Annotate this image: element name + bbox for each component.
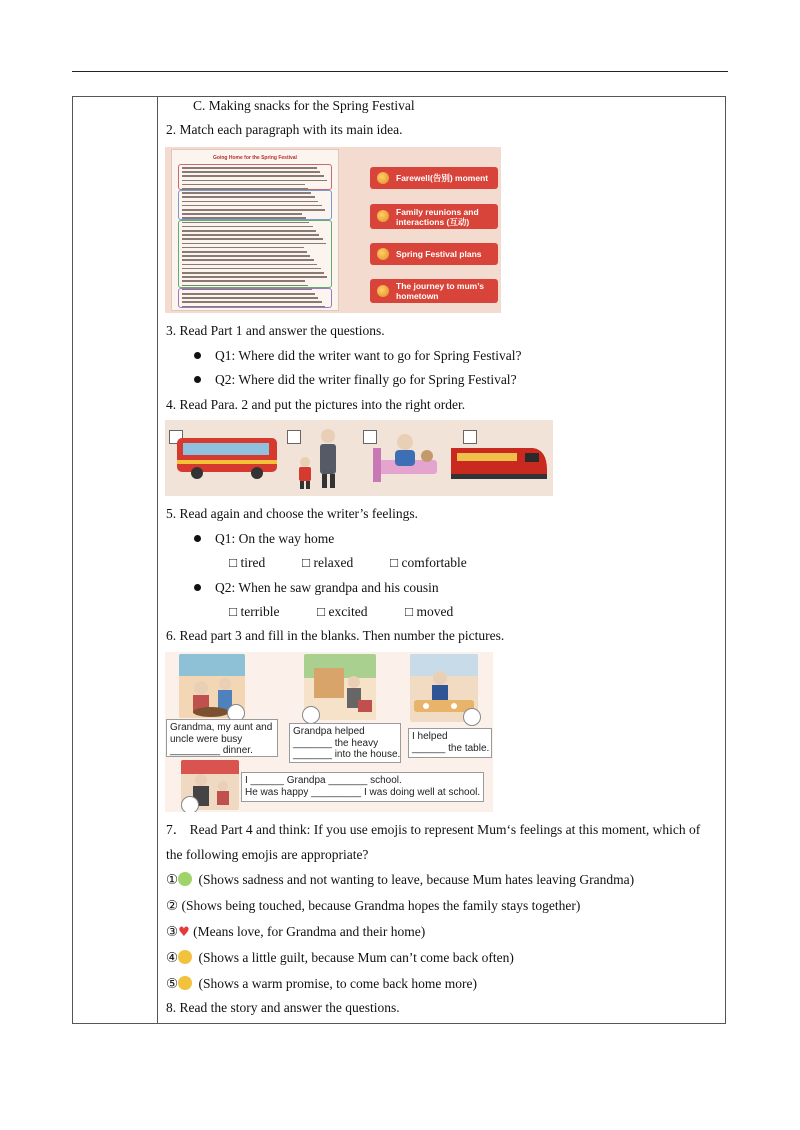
- article-text-line: [182, 167, 317, 169]
- bullet-icon: [194, 352, 201, 359]
- question-2: 2. Match each paragraph with its main idea.: [166, 122, 403, 137]
- table-column-divider: [157, 96, 158, 1024]
- article-text-line: [182, 188, 308, 190]
- caption-luggage: Grandpa helped _______ the heavy _______ into the house.: [289, 723, 401, 763]
- article-text-line: [182, 213, 302, 215]
- question-5: 5. Read again and choose the writer’s feelings.: [166, 506, 419, 521]
- article-text-line: [182, 196, 315, 198]
- option-tired[interactable]: □ tired: [229, 555, 266, 570]
- smiling-face-icon: [178, 976, 192, 990]
- question-7-line-1: 7． Read Part 4 and think: If you use emojis to represent Mum‘s feelings at this moment, which of: [166, 822, 701, 837]
- question-3: 3. Read Part 1 and answer the questions.: [166, 323, 385, 338]
- option-comfortable[interactable]: □ comfortable: [390, 555, 467, 570]
- article-text-line: [182, 234, 319, 236]
- article-text-line: [182, 184, 305, 186]
- bus-picture: [175, 434, 281, 480]
- emoji-option-1[interactable]: ① (Shows sadness and not wanting to leave, because Mum hates leaving Grandma): [166, 872, 635, 887]
- article-text-line: [182, 268, 321, 270]
- question-3-q2: Q2: Where did the writer finally go for Spring Festival?: [215, 372, 517, 387]
- article-text-line: [182, 289, 312, 291]
- article-text-line: [182, 285, 308, 287]
- bullet-icon: [194, 376, 201, 383]
- lantern-icon: [377, 248, 389, 260]
- article-text-line: [182, 306, 325, 308]
- idea-family-reunions: Family reunions and interactions (互动): [370, 204, 498, 229]
- lantern-icon: [377, 210, 389, 222]
- option-terrible[interactable]: □ terrible: [229, 604, 280, 619]
- article-text-line: [182, 301, 322, 303]
- number-circle[interactable]: [463, 708, 481, 726]
- article-title: Going Home for the Spring Festival: [213, 155, 297, 161]
- grandpa-and-child-picture: [290, 424, 350, 492]
- caption-school: I ______ Grandpa _______ school. He was happy _________ I was doing well at school.: [241, 772, 484, 802]
- article-text-line: [182, 222, 309, 224]
- option-moved[interactable]: □ moved: [405, 604, 454, 619]
- number-circle[interactable]: [302, 706, 320, 724]
- article-thumbnail: [171, 149, 339, 311]
- article-text-line: [182, 192, 311, 194]
- bullet-icon: [194, 535, 201, 542]
- train-picture: [447, 440, 551, 482]
- article-text-line: [182, 293, 315, 295]
- question-3-q1: Q1: Where did the writer want to go for Spring Festival?: [215, 348, 522, 363]
- emoji-option-5[interactable]: ⑤ (Shows a warm promise, to come back home more): [166, 976, 478, 991]
- idea-farewell: Farewell(告别) moment: [370, 167, 498, 189]
- article-text-line: [182, 209, 325, 211]
- article-text-line: [182, 171, 320, 173]
- crying-face-icon: [178, 872, 192, 886]
- header-rule: [72, 71, 728, 72]
- article-text-line: [182, 243, 326, 245]
- article-text-line: [182, 226, 313, 228]
- article-text-line: [182, 280, 305, 282]
- article-text-line: [182, 259, 314, 261]
- option-c: C. Making snacks for the Spring Festival: [193, 98, 415, 113]
- child-on-bed-picture: [369, 428, 441, 488]
- fill-blanks-figure: [165, 652, 493, 812]
- article-text-line: [182, 272, 324, 274]
- emoji-option-3[interactable]: ③♥ (Means love, for Grandma and their home): [166, 924, 426, 940]
- caption-cooking: Grandma, my aunt and uncle were busy _________ dinner.: [166, 719, 278, 757]
- article-text-line: [182, 238, 323, 240]
- idea-journey: The journey to mum’s hometown: [370, 279, 498, 303]
- sad-face-icon: [178, 950, 192, 964]
- option-excited[interactable]: □ excited: [317, 604, 368, 619]
- main-idea-figure: [165, 147, 501, 313]
- article-text-line: [182, 276, 327, 278]
- article-text-line: [182, 175, 324, 177]
- lantern-icon: [377, 172, 389, 184]
- article-text-line: [182, 264, 317, 266]
- heart-icon: ♥: [178, 925, 190, 940]
- emoji-option-4[interactable]: ④ (Shows a little guilt, because Mum can’t come back often): [166, 950, 514, 965]
- option-relaxed[interactable]: □ relaxed: [302, 555, 354, 570]
- order-pictures-figure: [165, 420, 553, 496]
- question-5-q2: Q2: When he saw grandpa and his cousin: [215, 580, 439, 595]
- article-text-line: [182, 297, 318, 299]
- emoji-option-2[interactable]: ② (Shows being touched, because Grandma hopes the family stays together): [166, 898, 581, 913]
- question-7-line-2: the following emojis are appropriate?: [166, 847, 369, 862]
- number-circle[interactable]: [181, 796, 199, 812]
- question-6: 6. Read part 3 and fill in the blanks. Then number the pictures.: [166, 628, 505, 643]
- question-4: 4. Read Para. 2 and put the pictures into the right order.: [166, 397, 466, 412]
- article-text-line: [182, 251, 307, 253]
- article-text-line: [182, 201, 318, 203]
- question-8: 8. Read the story and answer the questions.: [166, 1000, 400, 1015]
- article-text-line: [182, 217, 306, 219]
- article-text-line: [182, 247, 304, 249]
- article-text-line: [182, 205, 322, 207]
- caption-table: I helped ______ the table.: [408, 728, 492, 758]
- article-text-line: [182, 180, 327, 182]
- lantern-icon: [377, 285, 389, 297]
- article-text-line: [182, 255, 310, 257]
- question-5-q1: Q1: On the way home: [215, 531, 335, 546]
- bullet-icon: [194, 584, 201, 591]
- article-text-line: [182, 230, 316, 232]
- idea-spring-festival-plans: Spring Festival plans: [370, 243, 498, 265]
